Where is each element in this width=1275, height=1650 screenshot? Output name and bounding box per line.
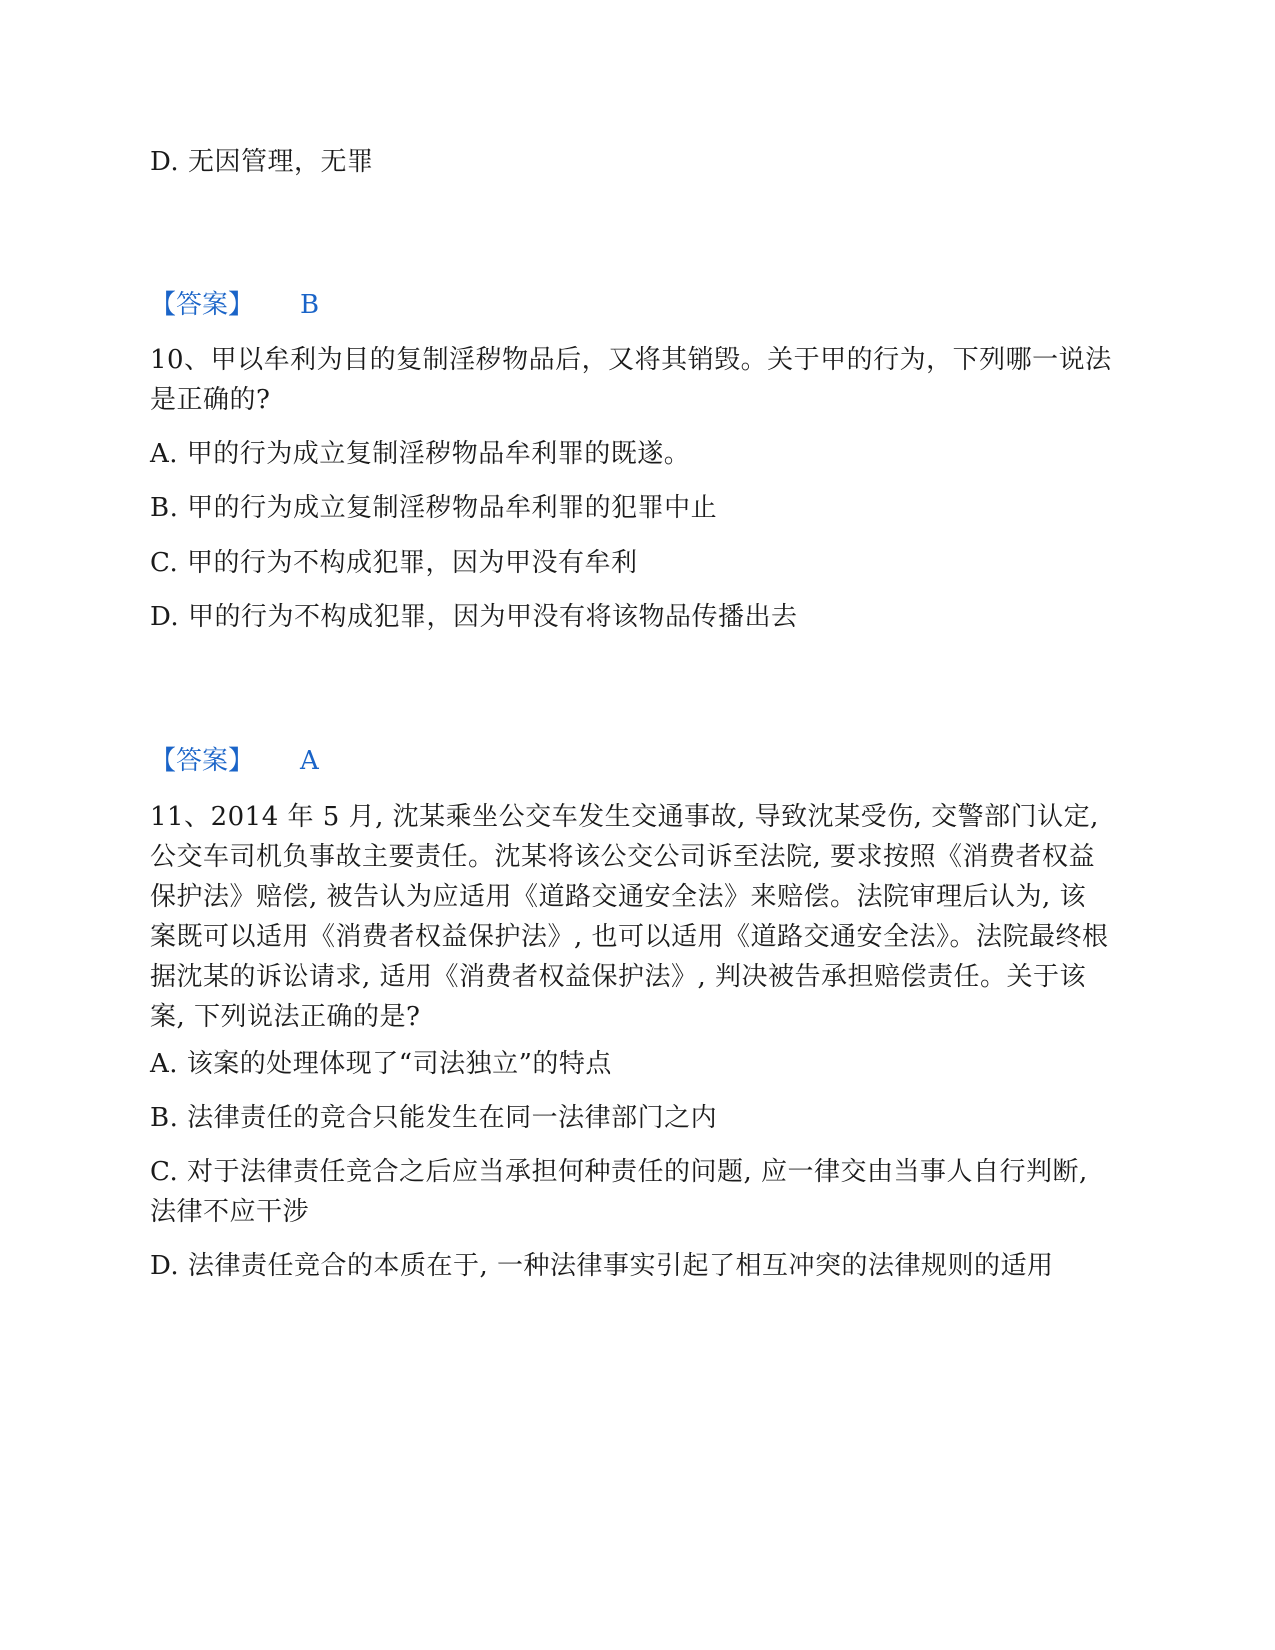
answer-10 (150, 741, 319, 781)
q10-option-b: B. 甲的行为成立复制淫秽物品牟利罪的犯罪中止 (150, 493, 718, 523)
answer-label: 【答案】 (150, 290, 255, 320)
q10-option-d: D. 甲的行为不构成犯罪，因为甲没有将该物品传播出去 (150, 602, 798, 632)
answer-value: A (300, 746, 319, 776)
q11-option-d: D. 法律责任竞合的本质在于, 一种法律事实引起了相互冲突的法律规则的适用 (150, 1251, 1054, 1281)
q10-option-a: A. 甲的行为成立复制淫秽物品牟利罪的既遂。 (150, 439, 691, 469)
q9-option-d: D. 无因管理，无罪 (150, 147, 374, 177)
q11-option-c: C. 对于法律责任竞合之后应当承担何种责任的问题, 应一律交由当事人自行判断, 法律不应干涉 (150, 1157, 1088, 1227)
q11-option-b: B. 法律责任的竞合只能发生在同一法律部门之内 (150, 1103, 718, 1133)
q10-option-c: C. 甲的行为不构成犯罪，因为甲没有牟利 (150, 548, 638, 578)
q10-stem: 10、甲以牟利为目的复制淫秽物品后，又将其销毁。关于甲的行为，下列哪一说法是正确的? (150, 345, 1112, 415)
q11-stem: 11、2014 年 5 月, 沈某乘坐公交车发生交通事故, 导致沈某受伤, 交警部门认定, 公交车司机负事故主要责任。沈某将该公交公司诉至法院, 要求按照《消费者权益保护法》赔偿, 被告认为应适用《道路交通安全法》来赔偿。法院审理后认为, 该案既可以适用《消费者权益保护法》, 也可以适用《道路交通安全法》。法院最终根据沈某的诉讼请求, 适用《消费者权益保护法》, 判决被告承担赔偿责任。关于该案, 下列说法正确的是? (150, 802, 1109, 1032)
answer-value: B (300, 290, 320, 320)
answer-9 (150, 285, 319, 325)
q11-option-a: A. 该案的处理体现了“司法独立”的特点 (150, 1049, 612, 1079)
answer-label: 【答案】 (150, 746, 255, 776)
